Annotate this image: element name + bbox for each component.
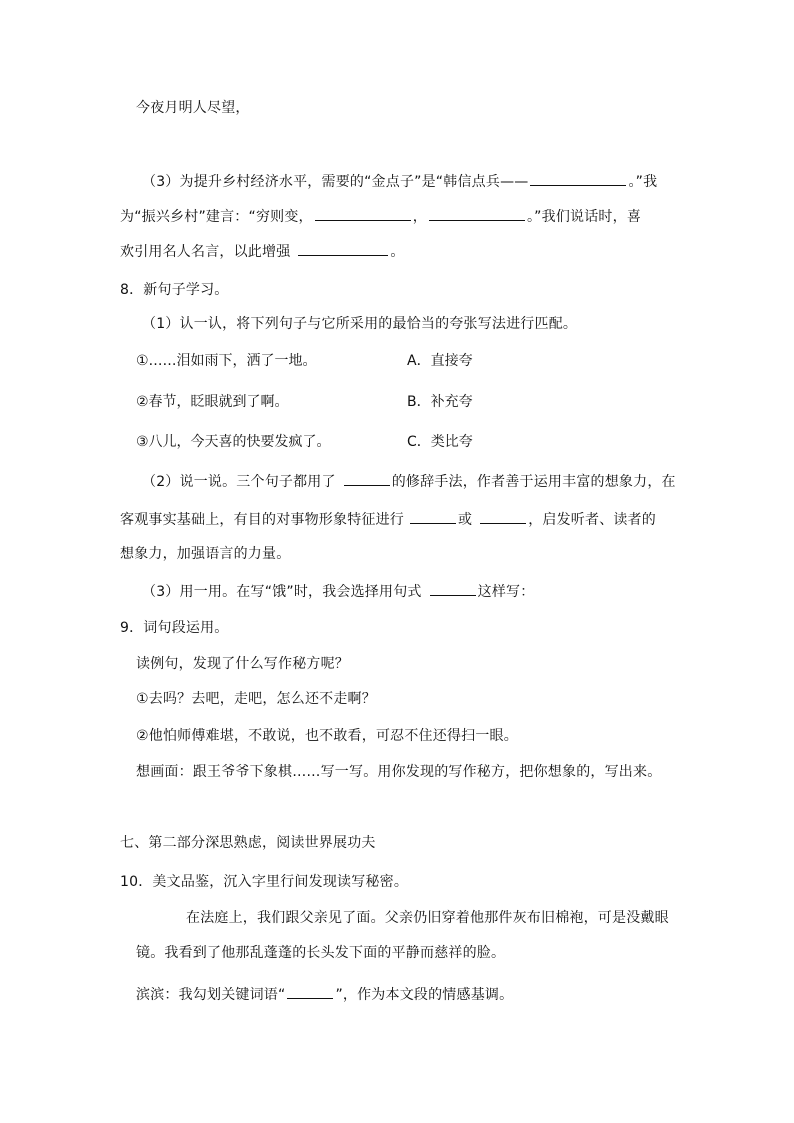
q8-option-a[interactable]: A．直接夸: [407, 353, 473, 369]
answer-blank[interactable]: [429, 206, 525, 221]
q8-option-b[interactable]: B．补充夸: [407, 394, 473, 410]
answer-blank[interactable]: [287, 984, 333, 999]
q9-task: 想画面：跟王爷爷下象棋……写一写。用你发现的写作秘方，把你想象的，写出来。: [136, 764, 662, 780]
q9-example-1: ①去吗？去吧，走吧，怎么还不走啊？: [136, 691, 376, 707]
q8-sentence-3: ③八儿，今天喜的快要发疯了。: [136, 434, 331, 450]
q9-title: 9．词句段运用。: [120, 620, 229, 636]
poem-line: 今夜月明人尽望，: [136, 100, 250, 116]
q8-title: 8．新句子学习。: [120, 282, 229, 298]
q8-part2-line2: 客观事实基础上，有目的对事物形象特征进行 或 ，启发听者、读者的: [120, 509, 656, 529]
q10-title: 10．美文品鉴，沉入字里行间发现读写秘密。: [120, 874, 409, 890]
answer-blank[interactable]: [480, 509, 526, 524]
answer-blank[interactable]: [430, 581, 476, 596]
q8-sentence-1: ①……泪如雨下，洒了一地。: [136, 353, 317, 369]
q10-binbin-line: 滨滨：我勾划关键词语“ ”，作为本文段的情感基调。: [136, 984, 513, 1004]
q8-part2-line3: 想象力，加强语言的力量。: [120, 546, 291, 562]
q9-intro: 读例句，发现了什么写作秘方呢？: [136, 656, 349, 672]
q8-option-c[interactable]: C．类比夸: [407, 434, 473, 450]
q7-part3-line1: （3）为提升乡村经济水平，需要的“金点子”是“韩信点兵—— 。”我: [142, 171, 657, 191]
answer-blank[interactable]: [298, 241, 388, 256]
answer-blank[interactable]: [344, 471, 390, 486]
q8-part2-line1: （2）说一说。三个句子都用了 的修辞手法，作者善于运用丰富的想象力，在: [142, 471, 676, 491]
q7-part3-line2: 为“振兴乡村”建言：“穷则变， ， 。”我们说话时，喜: [120, 206, 641, 226]
q10-passage-line2: 镜。我看到了他那乱蓬蓬的长头发下面的平静而慈祥的脸。: [136, 945, 506, 961]
answer-blank[interactable]: [410, 509, 456, 524]
q8-sentence-2: ②春节，眨眼就到了啊。: [136, 394, 289, 410]
answer-blank[interactable]: [530, 171, 626, 186]
q8-part3: （3）用一用。在写“饿”时，我会选择用句式 这样写：: [142, 581, 534, 601]
section-heading: 七、第二部分深思熟虑，阅读世界展功夫: [120, 835, 376, 851]
answer-blank[interactable]: [315, 206, 411, 221]
q7-part3-line3: 欢引用名人名言，以此增强 。: [120, 241, 405, 261]
q9-example-2: ②他怕师傅难堪，不敢说，也不敢看，可忍不住还得扫一眼。: [136, 728, 518, 744]
q10-passage-line1: 在法庭上，我们跟父亲见了面。父亲仍旧穿着他那件灰布旧棉袍，可是没戴眼: [186, 910, 669, 926]
q8-part1-prompt: （1）认一认，将下列句子与它所采用的最恰当的夸张写法进行匹配。: [142, 316, 578, 332]
